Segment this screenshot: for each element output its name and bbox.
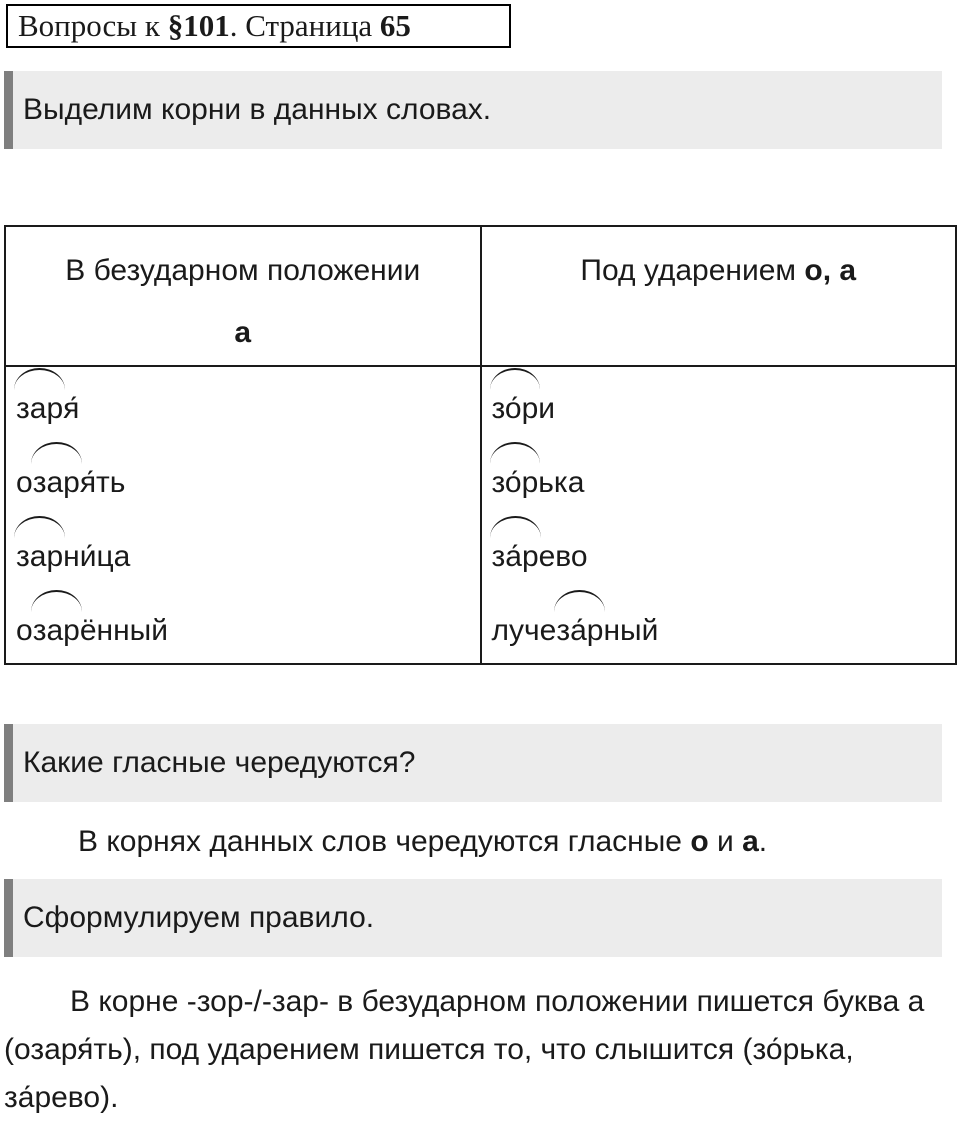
- word: [16, 524, 130, 589]
- table-words-row: [5, 366, 956, 664]
- question-bar-roots: [4, 71, 942, 149]
- answer-text: В корнях данных слов чередуются гласные: [78, 825, 691, 858]
- word: [16, 598, 168, 663]
- list-item: [16, 367, 480, 441]
- title-prefix: Вопросы к: [18, 8, 168, 43]
- stressed-word-list: [482, 367, 956, 663]
- word-ending: ный: [603, 614, 659, 647]
- header-stressed-vowels: о, а: [804, 254, 857, 287]
- word: [16, 450, 125, 515]
- word-prefix: о: [16, 466, 33, 499]
- answer-vowel-a: а: [742, 825, 759, 858]
- answer-conjunction: и: [708, 825, 743, 858]
- word-root: зар: [16, 376, 63, 441]
- header-unstressed: [5, 226, 481, 366]
- word-root: за́р: [492, 524, 539, 589]
- word: [492, 450, 585, 515]
- question-bar-vowels: [4, 724, 942, 802]
- unstressed-words-cell: [5, 366, 481, 664]
- word-ending: ни́ца: [63, 540, 131, 573]
- question-text: Какие гласные чередуются?: [23, 746, 416, 779]
- title-middle: . Страница: [229, 8, 380, 43]
- word-ending: ённый: [79, 614, 168, 647]
- word: [492, 376, 556, 441]
- list-item: [16, 441, 480, 515]
- header-unstressed-label: В безударном положении: [65, 254, 421, 287]
- table-header-row: [5, 226, 956, 366]
- header-stressed-prefix: Под ударением: [580, 254, 805, 287]
- list-item: [492, 367, 956, 441]
- word-prefix: о: [16, 614, 33, 647]
- word-root: зар: [16, 524, 63, 589]
- word: [16, 376, 79, 441]
- header-stressed-label: [483, 254, 955, 288]
- rule-paragraph: В корне -зор-/-зар- в безударном положении пишется буква а (озаря́ть), под ударением пишется то, что слышится (зо́рька, за́рево).: [4, 985, 925, 1114]
- word-root: зо́р: [492, 376, 539, 441]
- answer-period: .: [758, 825, 768, 858]
- list-item: [492, 589, 956, 663]
- question-bar-rule: [4, 879, 942, 957]
- word: [492, 598, 659, 663]
- answer-vowel-o: о: [690, 825, 709, 858]
- word-root: зар: [33, 450, 80, 515]
- question-text: Сформулируем правило.: [23, 901, 375, 934]
- word-ending: и: [538, 392, 556, 425]
- question-text: Выделим корни в данных словах.: [23, 93, 492, 126]
- word-ending: ька: [538, 466, 585, 499]
- answer-vowels: [78, 820, 767, 864]
- word-root: за́р: [556, 598, 603, 663]
- stressed-words-cell: [481, 366, 957, 664]
- word-root: зо́р: [492, 450, 539, 515]
- list-item: [492, 515, 956, 589]
- title-page-number: 65: [379, 8, 411, 43]
- header-stressed: [481, 226, 957, 366]
- word: [492, 524, 588, 589]
- word-ending: я́: [63, 392, 80, 425]
- unstressed-word-list: [6, 367, 480, 663]
- list-item: [16, 515, 480, 589]
- title-section: §101: [167, 8, 230, 43]
- list-item: [492, 441, 956, 515]
- roots-table: [4, 225, 957, 665]
- page-title: [6, 4, 511, 48]
- word-prefix: луче: [491, 614, 557, 647]
- word-root: зар: [33, 598, 80, 663]
- word-ending: я́ть: [79, 466, 126, 499]
- list-item: [16, 589, 480, 663]
- word-ending: ево: [538, 540, 588, 573]
- header-unstressed-vowel: а: [234, 316, 252, 349]
